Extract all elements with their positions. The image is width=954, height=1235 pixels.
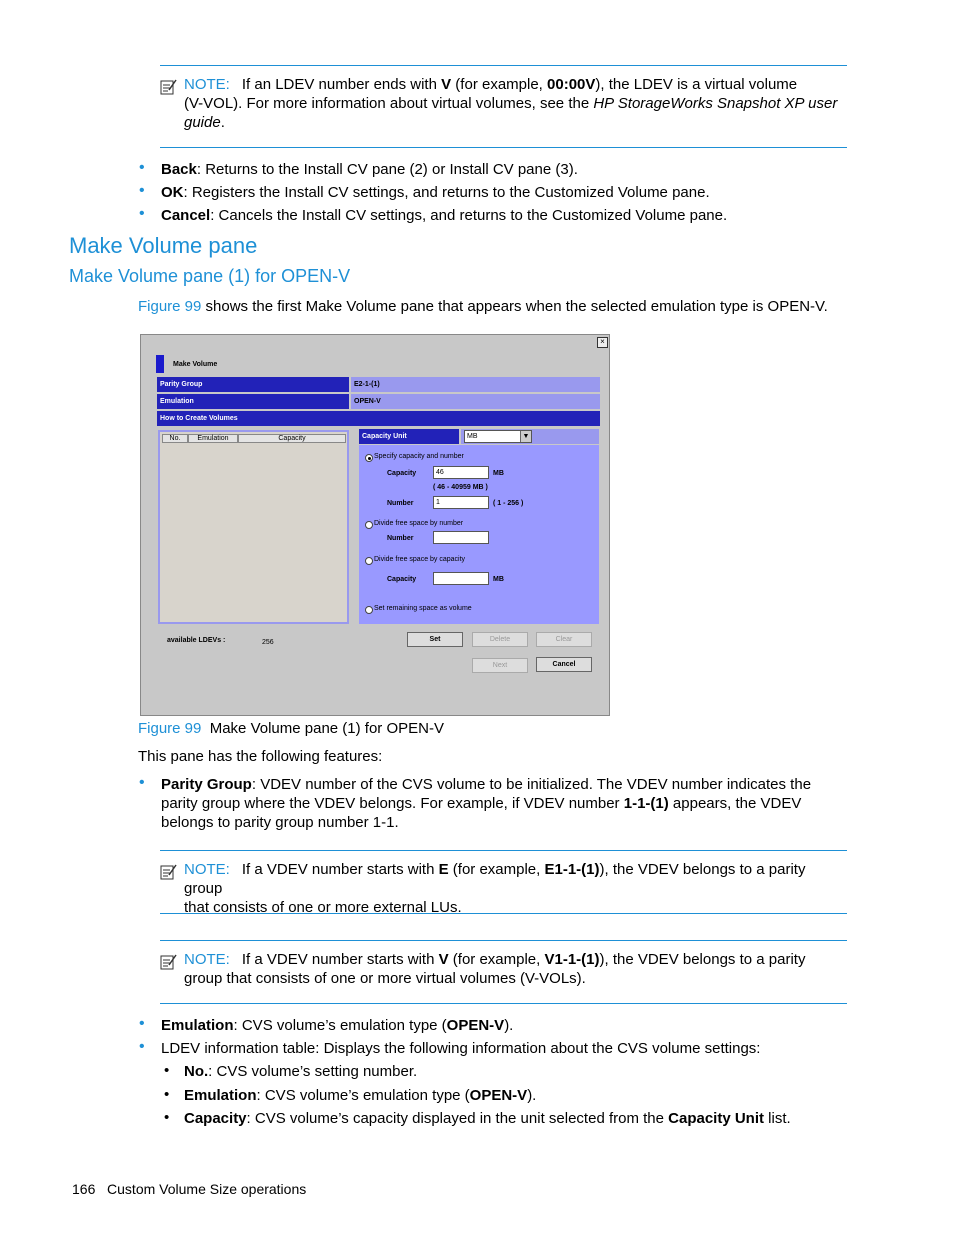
next-button[interactable]: Next	[472, 658, 528, 673]
opt-specify-label: Specify capacity and number	[374, 453, 464, 460]
note-box	[160, 850, 847, 914]
note-text: NOTE: If an LDEV number ends with V (for example, 00:00V), the LDEV is a virtual volume (V-VOL). For more information about virtual volumes, see the HP StorageWorks Snapshot XP user guide.	[184, 76, 838, 131]
sub-bullet: •	[164, 1062, 170, 1079]
note-icon	[160, 863, 178, 881]
creation-options-panel	[359, 445, 599, 624]
col-no[interactable]: No.	[162, 434, 188, 443]
bullet: •	[139, 159, 145, 176]
note-icon	[160, 953, 178, 971]
opt-divide-number-label: Divide free space by number	[374, 520, 464, 527]
number-label-2: Number	[387, 535, 414, 542]
title-bar-accent	[156, 355, 164, 373]
page-footer: 166 Custom Volume Size operations	[72, 1181, 307, 1197]
radio-divide-number[interactable]	[365, 521, 373, 529]
dialog-title: Make Volume	[173, 361, 218, 368]
sub-bullet: •	[164, 1086, 170, 1103]
number-input-2[interactable]	[433, 531, 489, 544]
opt-divide-capacity-label: Divide free space by capacity	[374, 556, 466, 563]
figure-caption: Figure 99 Make Volume pane (1) for OPEN-V	[138, 720, 444, 737]
number-range: ( 1 - 256 )	[493, 500, 524, 507]
sub-bullet: •	[164, 1109, 170, 1126]
radio-specify[interactable]	[365, 454, 373, 462]
features-intro: This pane has the following features:	[138, 748, 383, 765]
col-capacity[interactable]: Capacity	[238, 434, 346, 443]
bullet: •	[139, 1015, 145, 1032]
bullet: •	[139, 1038, 145, 1055]
ldev-table[interactable]	[158, 430, 349, 624]
intro-text: Figure 99 shows the first Make Volume pane that appears when the selected emulation type is OPEN-V.	[138, 298, 828, 315]
available-ldevs-label: available LDEVs :	[167, 637, 226, 644]
emulation-value: OPEN-V	[351, 394, 600, 409]
bullet: •	[139, 182, 145, 199]
bullet: •	[139, 205, 145, 222]
note-text: NOTE: If a VDEV number starts with V (for example, V1-1-(1)), the VDEV belongs to a parity group that consists of one or more virtual volumes (V-VOLs).	[184, 951, 806, 987]
capacity-input-2[interactable]	[433, 572, 489, 585]
col-emulation[interactable]: Emulation	[188, 434, 238, 443]
page-number: 166	[72, 1181, 96, 1197]
capacity-input[interactable]: 46	[433, 466, 489, 479]
make-volume-screenshot	[140, 334, 610, 716]
set-button[interactable]: Set	[407, 632, 463, 647]
capacity-range: ( 46 - 40959 MB )	[433, 484, 488, 491]
emulation-label: Emulation	[157, 394, 349, 409]
figure-link[interactable]: Figure 99	[138, 298, 202, 315]
bullet: •	[139, 774, 145, 791]
how-to-create-label: How to Create Volumes	[157, 411, 600, 426]
opt-remaining-label: Set remaining space as volume	[374, 605, 472, 612]
number-label: Number	[387, 500, 414, 507]
parity-group-desc: Parity Group: VDEV number of the CVS volume to be initialized. The VDEV number indicates the parity group where the VDEV belongs. For example, if VDEV number 1-1-(1) appears, the VDEV belongs to parity group number 1-1.	[161, 776, 812, 831]
capacity-label-2: Capacity	[387, 576, 417, 583]
bullet-ok: OK: Registers the Install CV settings, and returns to the Customized Volume pane.	[161, 184, 710, 201]
mb-unit: MB	[493, 470, 504, 477]
parity-group-value: E2-1-(1)	[351, 377, 600, 392]
subsection-title: Make Volume pane (1) for OPEN-V	[69, 266, 351, 286]
clear-button[interactable]: Clear	[536, 632, 592, 647]
note-box	[160, 940, 847, 1004]
radio-divide-capacity[interactable]	[365, 557, 373, 565]
note-text: NOTE: If a VDEV number starts with E (for example, E1-1-(1)), the VDEV belongs to a parity group that consists of one or more external LUs.	[184, 861, 806, 916]
close-icon[interactable]: ×	[597, 337, 608, 348]
emulation-sub-desc: Emulation: CVS volume’s emulation type (OPEN-V).	[184, 1087, 537, 1104]
capacity-label: Capacity	[387, 470, 417, 477]
emulation-desc: Emulation: CVS volume’s emulation type (OPEN-V).	[161, 1017, 514, 1034]
mb-unit-2: MB	[493, 576, 504, 583]
chevron-down-icon: ▼	[520, 431, 531, 442]
capacity-unit-label: Capacity Unit	[359, 429, 459, 444]
bullet-cancel: Cancel: Cancels the Install CV settings, and returns to the Customized Volume pane.	[161, 207, 728, 224]
note-icon	[160, 78, 178, 96]
number-input[interactable]: 1	[433, 496, 489, 509]
radio-remaining[interactable]	[365, 606, 373, 614]
note-box	[160, 65, 847, 148]
no-desc: No.: CVS volume’s setting number.	[184, 1063, 418, 1080]
section-title: Make Volume pane	[69, 233, 258, 258]
cancel-button[interactable]: Cancel	[536, 657, 592, 672]
capacity-sub-desc: Capacity: CVS volume’s capacity displayed in the unit selected from the Capacity Unit list.	[184, 1110, 791, 1127]
capacity-unit-select[interactable]: MB ▼	[464, 430, 532, 443]
available-ldevs-value: 256	[262, 639, 274, 646]
ldev-table-desc: LDEV information table: Displays the following information about the CVS volume settings:	[161, 1040, 761, 1057]
bullet-back: Back: Returns to the Install CV pane (2) or Install CV pane (3).	[161, 161, 578, 178]
parity-group-label: Parity Group	[157, 377, 349, 392]
delete-button[interactable]: Delete	[472, 632, 528, 647]
